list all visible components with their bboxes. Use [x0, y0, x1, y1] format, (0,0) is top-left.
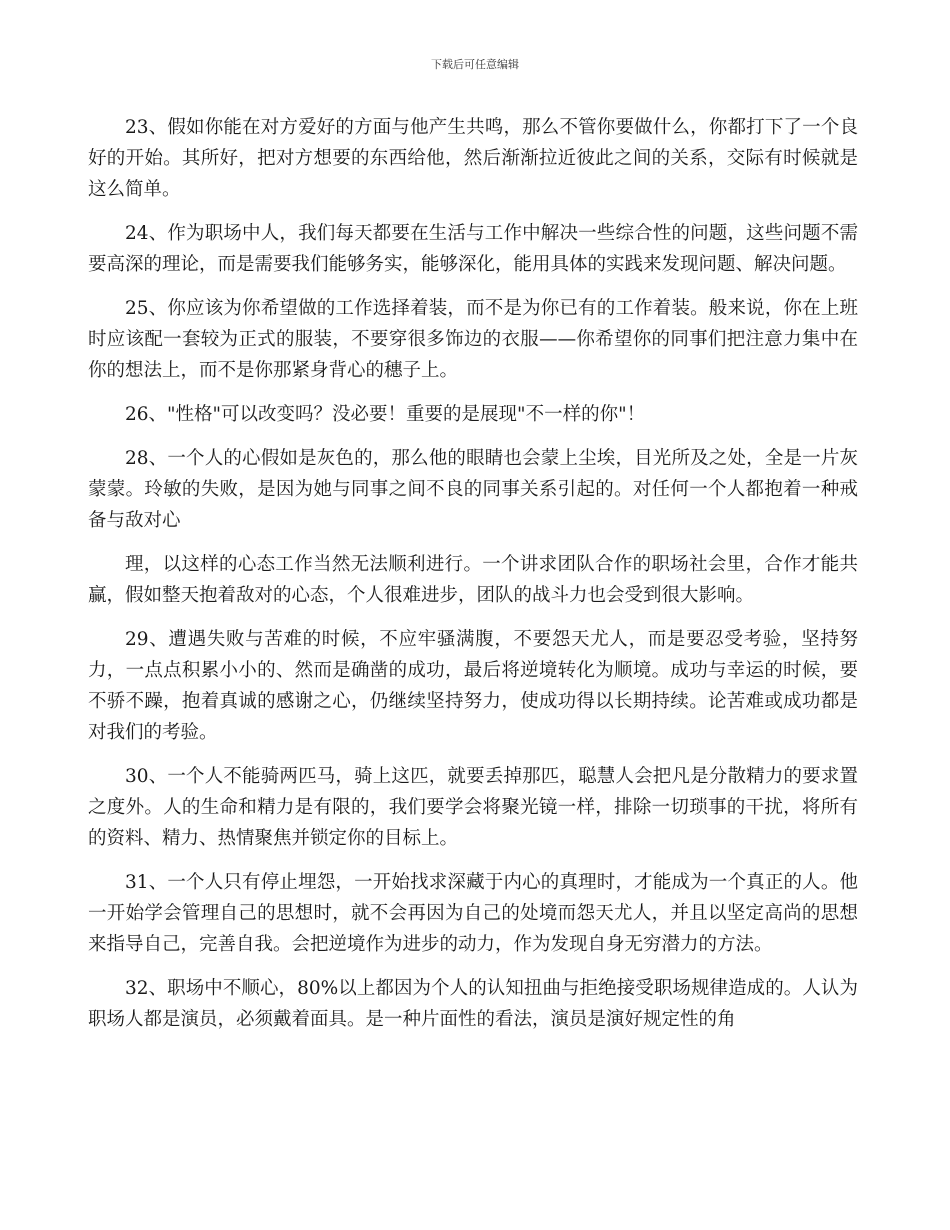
- paragraph-26: 26、"性格"可以改变吗？没必要！重要的是展现"不一样的你"！: [125, 404, 646, 425]
- paragraph-32: 32、职场中不顺心，80%以上都因为个人的认知扭曲与拒绝接受职场规律造成的。人认为职场人都是演员，必须戴着面具。是一种片面性的看法，演员是演好规定性的角: [88, 978, 858, 1030]
- paragraph-25: 25、你应该为你希望做的工作选择着装，而不是为你已有的工作着装。般来说，你在上班时应该配一套较为正式的服装，不要穿很多饰边的衣服——你希望你的同事们把注意力集中在你的想法上，而不是你那紧身背心的穗子上。: [88, 298, 858, 381]
- page-header: 下载后可任意编辑: [431, 58, 519, 71]
- paragraph-29: 29、遭遇失败与苦难的时候，不应牢骚满腹，不要怨天尤人，而是要忍受考验，坚持努力，一点点积累小小的、然而是确凿的成功，最后将逆境转化为顺境。成功与幸运的时候，要不骄不躁，抱着真诚的感谢之心，仍继续坚持努力，使成功得以长期持续。论苦难或成功都是对我们的考验。: [88, 629, 858, 743]
- document-body: [88, 112, 858, 1048]
- paragraph-28-continued: 理，以这样的心态工作当然无法顺利进行。一个讲求团队合作的职场社会里，合作才能共赢，假如整天抱着敌对的心态，个人很难进步，团队的战斗力也会受到很大影响。: [88, 554, 858, 606]
- paragraph-28: 28、一个人的心假如是灰色的，那么他的眼睛也会蒙上尘埃，目光所及之处，全是一片灰蒙蒙。玲敏的失败，是因为她与同事之间不良的同事关系引起的。对任何一个人都抱着一种戒备与敌对心: [88, 448, 858, 531]
- paragraph-31: 31、一个人只有停止埋怨，一开始找求深藏于内心的真理时，才能成为一个真正的人。他一开始学会管理自己的思想时，就不会再因为自己的处境而怨天尤人，并且以坚定高尚的思想来指导自己，完善自我。会把逆境作为进步的动力，作为发现自身无穷潜力的方法。: [88, 872, 858, 955]
- paragraph-23: 23、假如你能在对方爱好的方面与他产生共鸣，那么不管你要做什么，你都打下了一个良好的开始。其所好，把对方想要的东西给他，然后渐渐拉近彼此之间的关系，交际有时候就是这么简单。: [88, 117, 858, 200]
- paragraph-30: 30、一个人不能骑两匹马，骑上这匹，就要丢掉那匹，聪慧人会把凡是分散精力的要求置之度外。人的生命和精力是有限的，我们要学会将聚光镜一样，排除一切琐事的干扰，将所有的资料、精力、热情聚焦并锁定你的目标上。: [88, 766, 858, 849]
- paragraph-24: 24、作为职场中人，我们每天都要在生活与工作中解决一些综合性的问题，这些问题不需要高深的理论，而是需要我们能够务实，能够深化，能用具体的实践来发现问题、解决问题。: [88, 223, 858, 275]
